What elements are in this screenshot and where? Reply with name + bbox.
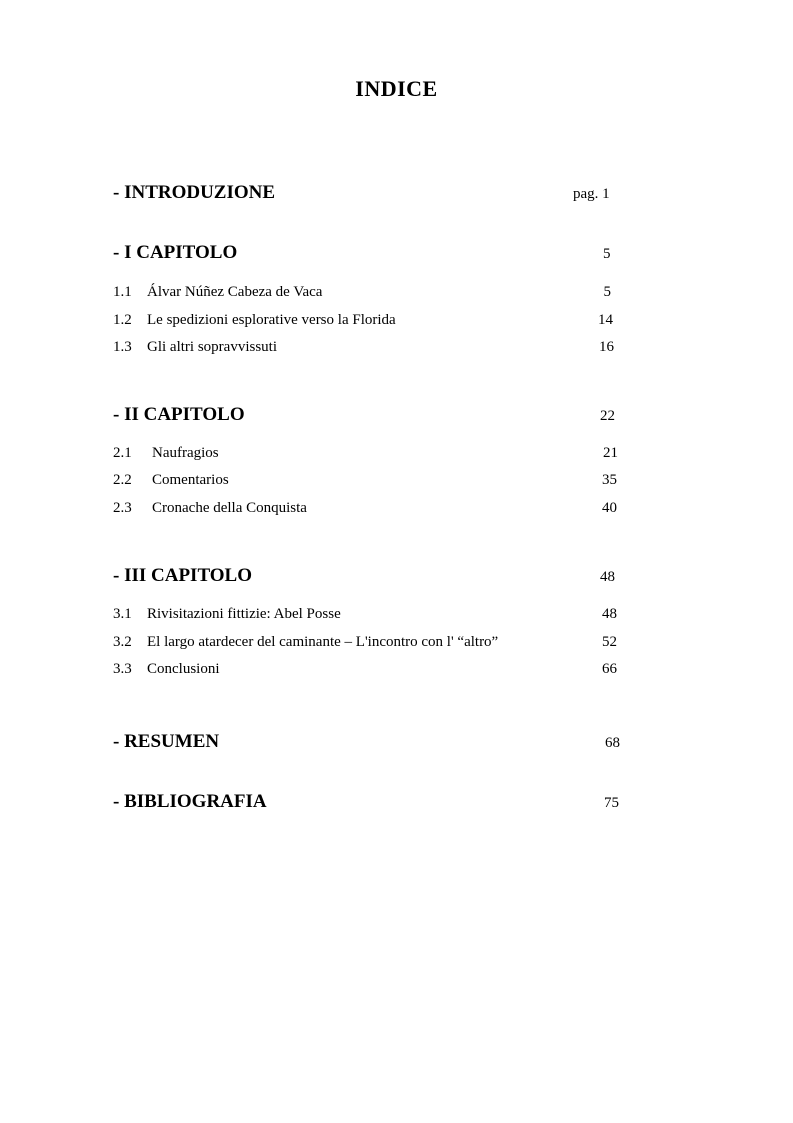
toc-item-number: 2.1 <box>113 445 132 461</box>
toc-item-number: 1.2 <box>113 312 132 328</box>
toc-item-title: Cronache della Conquista <box>152 500 307 516</box>
toc-item-title: Naufragios <box>152 445 219 461</box>
toc-item-title: Comentarios <box>152 472 229 488</box>
toc-item-page: 5 <box>603 284 611 300</box>
page-title: INDICE <box>355 76 438 101</box>
toc-page-capitolo-2: 22 <box>600 408 615 424</box>
toc-item-title: Le spedizioni esplorative verso la Florida <box>147 312 396 328</box>
toc-page-resumen: 68 <box>605 735 620 751</box>
toc-item-page: 35 <box>602 472 617 488</box>
toc-page-capitolo-1: 5 <box>603 246 611 262</box>
toc-item-number: 3.1 <box>113 606 132 622</box>
toc-item-number: 1.1 <box>113 284 132 300</box>
toc-item-page: 21 <box>603 445 618 461</box>
toc-item-title: El largo atardecer del caminante – L'incontro con l' “altro” <box>147 634 499 650</box>
toc-page-capitolo-3: 48 <box>600 569 615 585</box>
toc-item-number: 2.2 <box>113 472 132 488</box>
toc-item-page: 40 <box>602 500 617 516</box>
toc-item-title: Gli altri sopravvissuti <box>147 339 277 355</box>
toc-page-introduzione: pag. 1 <box>573 186 610 202</box>
toc-item-title: Rivisitazioni fittizie: Abel Posse <box>147 606 341 622</box>
toc-heading-capitolo-3: - III CAPITOLO <box>113 565 253 586</box>
toc-heading-introduzione: - INTRODUZIONE <box>113 182 276 203</box>
toc-item-title: Conclusioni <box>147 661 220 677</box>
toc-item-number: 2.3 <box>113 500 132 516</box>
toc-heading-capitolo-1: - I CAPITOLO <box>113 242 238 263</box>
toc-item-number: 3.3 <box>113 661 132 677</box>
toc-item-page: 66 <box>602 661 617 677</box>
toc-item-title: Álvar Núñez Cabeza de Vaca <box>147 284 323 300</box>
toc-page-bibliografia: 75 <box>604 795 619 811</box>
toc-item-number: 3.2 <box>113 634 132 650</box>
toc-item-page: 48 <box>602 606 617 622</box>
toc-item-number: 1.3 <box>113 339 132 355</box>
toc-item-page: 16 <box>599 339 614 355</box>
toc-item-page: 52 <box>602 634 617 650</box>
toc-heading-resumen: - RESUMEN <box>113 731 220 752</box>
toc-item-page: 14 <box>598 312 613 328</box>
toc-heading-bibliografia: - BIBLIOGRAFIA <box>113 791 267 812</box>
toc-heading-capitolo-2: - II CAPITOLO <box>113 404 245 425</box>
